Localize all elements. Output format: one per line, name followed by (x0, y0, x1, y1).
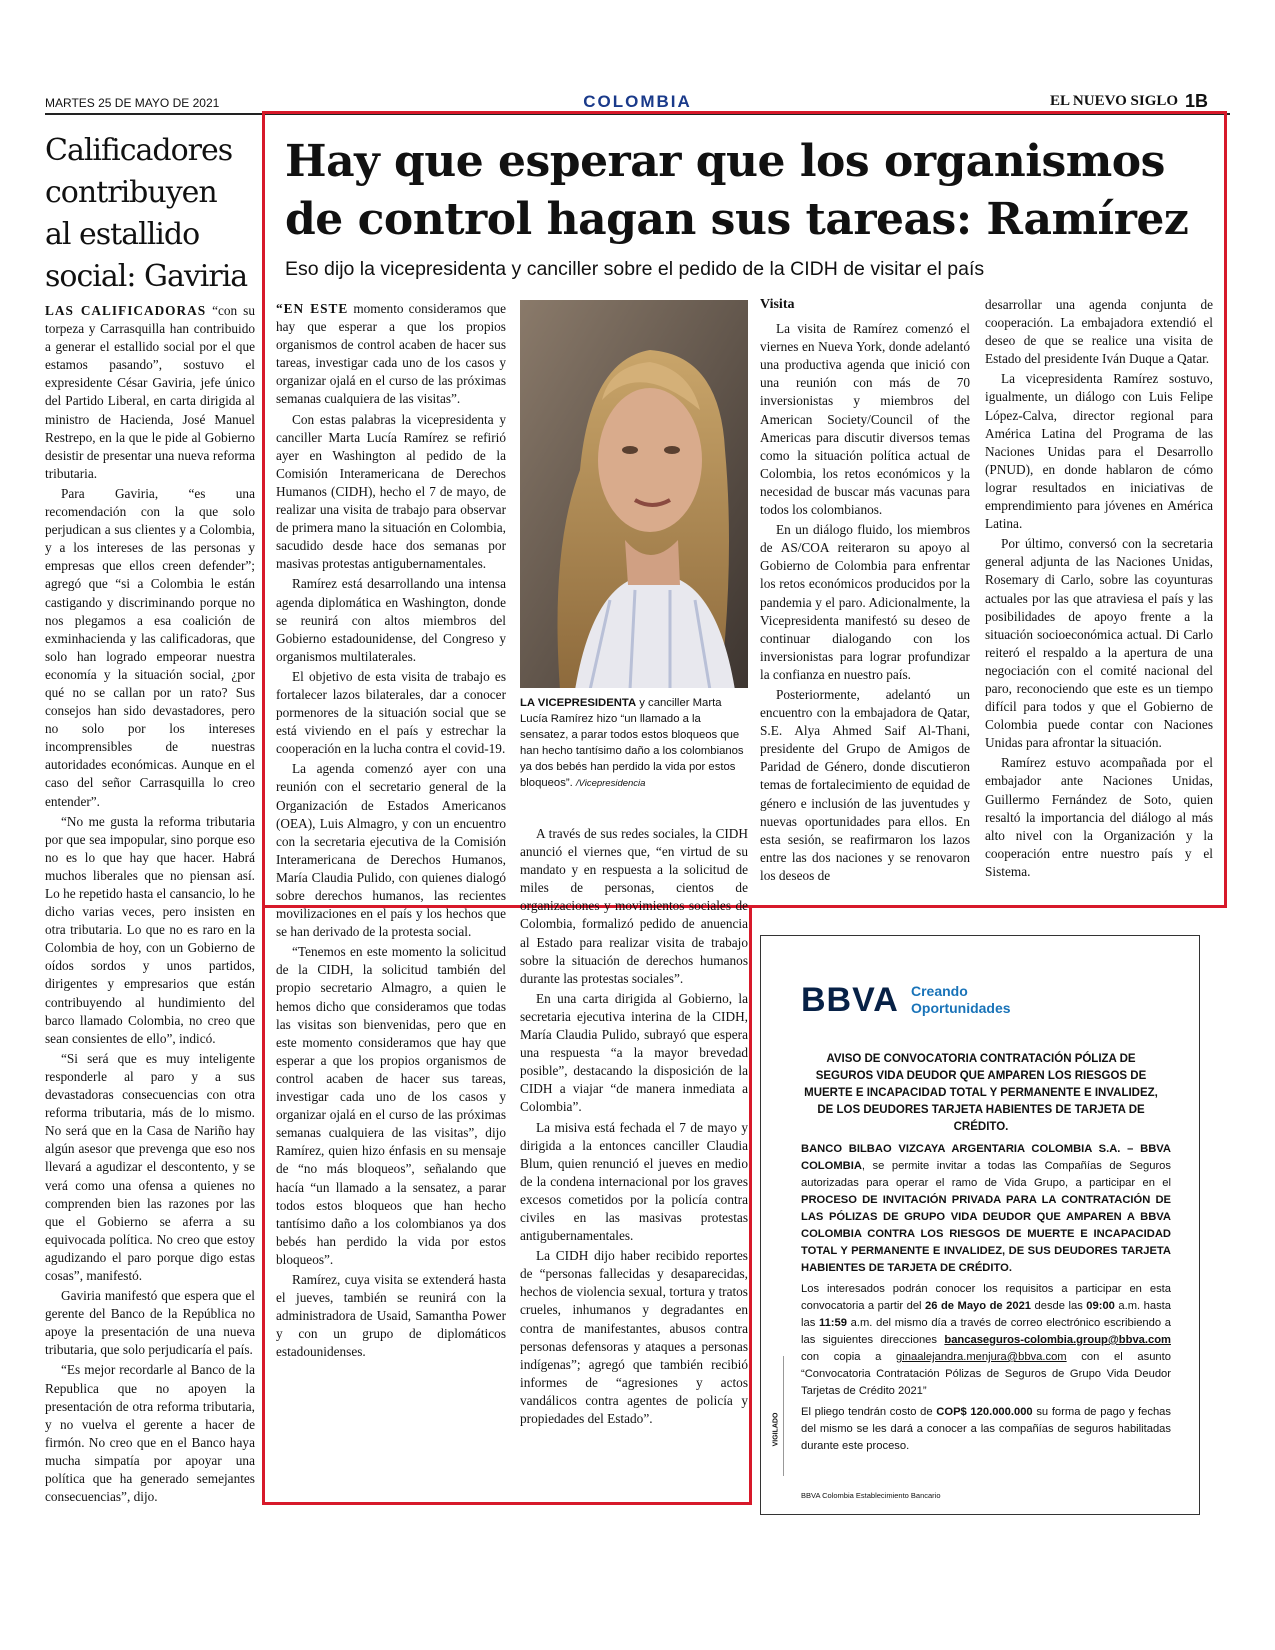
article-paragraph: La agenda comenzó ayer con una reunión con el secretario general de la Organización de Estados Americanos (OEA), Luis Almagro, y con un encuentro con la secretaria ejecutiva de la Comisión Interamericana de Derechos Humanos, María Claudia Pulido, con quienes dialogó sobre derechos humanos, las recientes movilizaciones en el país y los hechos que se han derivado de la protesta social. (276, 761, 506, 940)
article-column-3 (760, 296, 970, 887)
article-column-4 (985, 296, 1213, 883)
article-paragraph: Con estas palabras la vicepresidenta y canciller Marta Lucía Ramírez se refirió ayer en Washington al pedido de la Comisión Interamericana de Derechos Humanos (CIDH), hecho el 7 de mayo, de realizar una visita de trabajo para observar de primera mano la situación en Colombia, sacudido desde hace dos semanas por masivas protestas antigubernamentales. (276, 411, 506, 572)
article-paragraph: Por último, conversó con la secretaria general adjunta de las Naciones Unidas, Rosemary di Carlo, sobre las coyunturas actuales por las que atraviesa el país y las posibilidades de apoyo frente a la situación socioeconómica actual. Di Carlo reiteró el respaldo a la apertura de una negociación con el comité nacional del paro, reconociendo que este es un tiempo difícil para todos y que el Gobierno de Colombia puede contar con Naciones Unidas para afrontar la situación. (985, 536, 1213, 751)
sidebar-paragraph: LAS CALIFICADORAS “con su torpeza y Carrasquilla han contribuido a generar el estallido social por el que estamos pasando”, sostuvo el expresidente César Gaviria, jefe único del Partido Liberal, en carta dirigida al ministro de Hacienda, José Manuel Restrepo, en la que le pide al Gobierno desistir de presentar una nueva reforma tributaria. (45, 303, 255, 481)
page-number: 1B (1185, 91, 1209, 111)
article-paragraph: En una carta dirigida al Gobierno, la secretaria ejecutiva interina de la CIDH, María Claudia Pulido, subrayó que espera una respuesta “a la mayor brevedad posible”, destacando la disposición de la CIDH a viajar “de manera inmediata a Colombia”. (520, 990, 748, 1115)
sidebar-body (45, 302, 255, 1508)
ad-side-rule (783, 1356, 784, 1476)
article-paragraph: El objetivo de esta visita de trabajo es fortalecer lazos bilaterales, dar a conocer pormenores de la situación social que se está viviendo en el país y estrechar la cooperación en la lucha contra el covid-19. (276, 668, 506, 757)
ad-paragraph-2: Los interesados podrán conocer los requisitos a participar en esta convocatoria a partir del 26 de Mayo de 2021 desde las 09:00 a.m. hasta las 11:59 a.m. del mismo día a través de correo electrónico escribiendo a las siguientes direcciones bancaseguros-colombia.group@bbva.com con copia a ginaalejandra.menjura@bbva.com con el asunto “Convocatoria Contratación Pólizas de Seguros de Grupo Vida Deudor Tarjetas de Crédito 2021” (801, 1283, 1172, 1397)
article-column-1 (276, 300, 506, 1363)
portrait-illustration (520, 300, 748, 688)
photo-caption: LA VICEPRESIDENTA y canciller Marta Lucía Ramírez hizo “un llamado a la sensatez, a parar todos estos bloqueos que han hecho tantísimo daño a los colombianos ya dos bebés han perdido la vida por estos bloqueos”. /Vicepresidencia (520, 697, 744, 789)
bbva-advertisement (760, 935, 1200, 1515)
headline: Hay que esperar que los organismos de control hagan sus tareas: Ramírez (285, 136, 1189, 245)
caption-credit: /Vicepresidencia (575, 778, 646, 789)
newspaper-name: EL NUEVO SIGLO (1050, 93, 1179, 109)
sidebar-lead: LAS CALIFICADORAS (45, 303, 207, 318)
article-paragraph: Ramírez estuvo acompañada por el embajador ante Naciones Unidas, Guillermo Fernández de Soto, quien resaltó la importancia del diálogo al más alto nivel con la Organización y la cooperación entre nuestro país y el Sistema. (985, 755, 1213, 879)
ad-title: AVISO DE CONVOCATORIA CONTRATACIÓN PÓLIZA DE SEGUROS VIDA DEUDOR QUE AMPAREN LOS RIESGOS DE MUERTE E INCAPACIDAD TOTAL Y PERMANENTE E INVALIDEZ, DE LOS DEUDORES TARJETA HABIENTES DE TARJETA DE CRÉDITO. (804, 1053, 1158, 1133)
article-paragraph: “Tenemos en este momento la solicitud de la CIDH, la solicitud también del propio secretario Almagro, a quien le hemos dicho que consideramos que todas las visitas son bienvenidas, pero que en este momento consideramos que hay que esperar a que los propios organismos de control acaben de hacer sus tareas, investigar cada uno de los casos y organizar ojalá en el curso de las próximas semanas cualquiera de las visitas”, dijo Ramírez, quien hizo énfasis en su mensaje de “no más bloqueos”, señalando que hacía “un llamado a la sensatez, a parar todos estos bloqueos que han hecho tantísimo daño a los colombianos ya dos bebés han perdido la vida por estos bloqueos”. (276, 944, 506, 1267)
ad-footer: BBVA Colombia Establecimiento Bancario (801, 1491, 941, 1500)
sidebar-paragraph: “Si será que es muy inteligente responderle al paro y a sus devastadoras consecuencias con otra reforma tributaria, más de lo mismo. No será que en la Casa de Nariño hay algún asesor que prevenga que eso nos llevará a agudizar el descontento, y se verá como una ofensa a quienes no comprenden bien las razones por las que el Gobierno se aferra a su equivocada política. No creo que estoy agudizando el paro porque digo estas cosas”, manifestó. (45, 1050, 255, 1283)
article-paragraph: Ramírez está desarrollando una intensa agenda diplomática en Washington, donde se reunirá con altos miembros del Gobierno estadounidense, del Congreso y organismos multilaterales. (276, 576, 506, 664)
ad-body (801, 1141, 1171, 1455)
bbva-logo: BBVA (801, 981, 899, 1019)
article-paragraph: desarrollar una agenda conjunta de cooperación. La embajadora extendió el deseo de que se realice una visita de Estado del presidente Iván Duque a Qatar. (985, 297, 1213, 367)
sidebar-paragraph: “No me gusta la reforma tributaria por que sea impopular, sino porque eso no es lo que hay que hacer. Habrá muchos liberales que no piensan así. Lo he repetido hasta el cansancio, lo he dicho varias veces, pero insisten en otra tributaria. Lo que no es raro en la Colombia de hoy, con un Gobierno de oídos sordos y unos partidos, dirigentes y empresarios que están contribuyendo al hundimiento del barco llamado Colombia, no creo que sean consientes de ello”, indicó. (45, 813, 255, 1046)
article-paragraph: La visita de Ramírez comenzó el viernes en Nueva York, donde adelantó una productiva agenda que inició con una reunión con más de 70 inversionistas y miembros del American Society/Council of the Americas para discutir diversos temas como la situación política actual de Colombia, los retos económicos y la necesidad de buscar más vacunas para todos los colombianos. (760, 321, 970, 518)
email-link-2[interactable]: ginaalejandra.menjura@bbva.com (896, 1351, 1067, 1363)
article-paragraph: La vicepresidenta Ramírez sostuvo, igualmente, un diálogo con Luis Felipe López-Calva, director regional para América Latina del Programa de las Naciones Unidas para el Desarrollo (PNUD), en donde hablaron de cómo lograr resultados en iniciativas de emprendimiento para jóvenes en América Latina. (985, 371, 1213, 532)
bbva-tagline: Creando Oportunidades (911, 983, 1011, 1016)
section-name: COLOMBIA (583, 92, 692, 111)
article-lead: “EN ESTE (276, 301, 349, 316)
issue-date: MARTES 25 DE MAYO DE 2021 (45, 96, 220, 110)
ad-paragraph-1: BANCO BILBAO VIZCAYA ARGENTARIA COLOMBIA S.A. – BBVA COLOMBIA, se permite invitar a todas las Compañías de Seguros autorizadas para operar el ramo de Vida Grupo, a participar en el PROCESO DE INVITACIÓN PRIVADA PARA LA CONTRATACIÓN DE LAS PÓLIZAS DE GRUPO VIDA DEUDOR QUE AMPAREN A BBVA COLOMBIA CONTRA LOS RIESGOS DE MUERTE E INCAPACIDAD TOTAL Y PERMANENTE E INVALIDEZ, DE SUS DEUDORES TARJETA HABIENTES DE TARJETA DE CRÉDITO. (801, 1143, 1171, 1274)
sidebar-paragraph: Para Gaviria, “es una recomendación con la que solo perjudican a sus clientes y a Colombia, y a los intereses de las personas y empresas que ellos creen defender”; agregó que “si a Colombia le están castigando y discriminando porque no nos plegamos a esa coalición de exminhacienda y las calificadoras, que solo han logrado empeorar nuestra economía y la situación social, ¿por qué no se callan por un rato? Sus consejos han sido devastadores, pero no solo por los intereses incomprensibles de nuestras autoridades económicas. Aunque en el caso del señor Carrasquilla lo creo entender”. (45, 485, 255, 809)
article-paragraph: Ramírez, cuya visita se extenderá hasta el jueves, también se reunirá con la administradora de Usaid, Samantha Power y con un grupo de diplomáticos estadounidenses. (276, 1271, 506, 1360)
article-paragraph: La CIDH dijo haber recibido reportes de “personas fallecidas y desaparecidas, hechos de violencia sexual, tortura y tratos crueles, inhumanos y degradantes en contra de manifestantes, abusos contra personas defensoras y ataques a personas indígenas”; agregó que también recibió informes de “agresiones y actos vandálicos contra agentes de policía y propiedades del Estado”. (520, 1248, 748, 1426)
sidebar-title: Calificadores contribuyen al estallido social: Gaviria (45, 133, 248, 294)
article-paragraph: “EN ESTE momento consideramos que hay que esperar a que los propios organismos de control acaben de hacer sus tareas, investigar cada uno de los casos y organizar ojalá en el curso de las próximas semanas cualquiera de las visitas”. (276, 301, 507, 407)
article-paragraph: A través de sus redes sociales, la CIDH anunció el viernes que, “en virtud de su mandato y en respuesta a la solicitud de miles de personas, cientos de organizaciones y movimientos sociales de Colombia, formalizó pedido de anuencia al Estado para realizar visita de trabajo sobre la situación de derechos humanos durante las protestas sociales”. (520, 826, 748, 986)
deck: Eso dijo la vicepresidenta y canciller sobre el pedido de la CIDH de visitar el país (285, 258, 985, 280)
article-paragraph: Posteriormente, adelantó un encuentro con la embajadora de Qatar, S.E. Alya Ahmed Saif Al-Thani, presidente del Grupo de Amigos de Paridad de Género, donde discutieron temas de fortalecimiento de equidad de género e inclusión de las juventudes y nuevas oportunidades para ellos. En esta sesión, se reafirmaron los lazos entre las dos naciones y se renovaron los deseos de (760, 686, 970, 883)
sidebar-paragraph: “Es mejor recordarle al Banco de la Republica que no apoyen la presentación de otra reforma tributaria, y no vuelva el gerente a hacer de firmón. No creo que en el Banco haya mucha simpatía por apoyar una política que ha generado semejantes consecuencias”, dijo. (45, 1362, 255, 1505)
subhead-visita: Visita (760, 297, 795, 312)
article-paragraph: La misiva está fechada el 7 de mayo y dirigida a la entonces canciller Claudia Blum, quien renunció el jueves en medio de la condena internacional por los graves excesos cometidos por la policía contra civiles en las masivas protestas antigubernamentales. (520, 1119, 748, 1244)
email-link-1[interactable]: bancaseguros-colombia.group@bbva.com (944, 1334, 1171, 1346)
caption-lead: LA VICEPRESIDENTA (520, 697, 637, 709)
article-paragraph: En un diálogo fluido, los miembros de AS/COA reiteraron su apoyo al Gobierno de Colombia para enfrentar los retos económicos producidos por la pandemia y el paro. Adicionalmente, la Vicepresidenta manifestó su deseo de continuar dialogando con los inversionistas para lograr profundizar la confianza en nuestro país. (760, 522, 970, 682)
article-column-2 (520, 825, 748, 1430)
sidebar-paragraph: Gaviria manifestó que espera que el gerente del Banco de la República no apoye la presentación de una nueva tributaria, que solo perjudicaría el país. (45, 1288, 255, 1358)
vigilado-label: VIGILADO (772, 1412, 780, 1447)
ad-paragraph-3: El pliego tendrán costo de COP$ 120.000.000 su forma de pago y fechas del mismo se les dará a conocer a las compañías de seguros habilitadas durante este proceso. (801, 1406, 1171, 1452)
photo-vicepresident (520, 300, 748, 688)
